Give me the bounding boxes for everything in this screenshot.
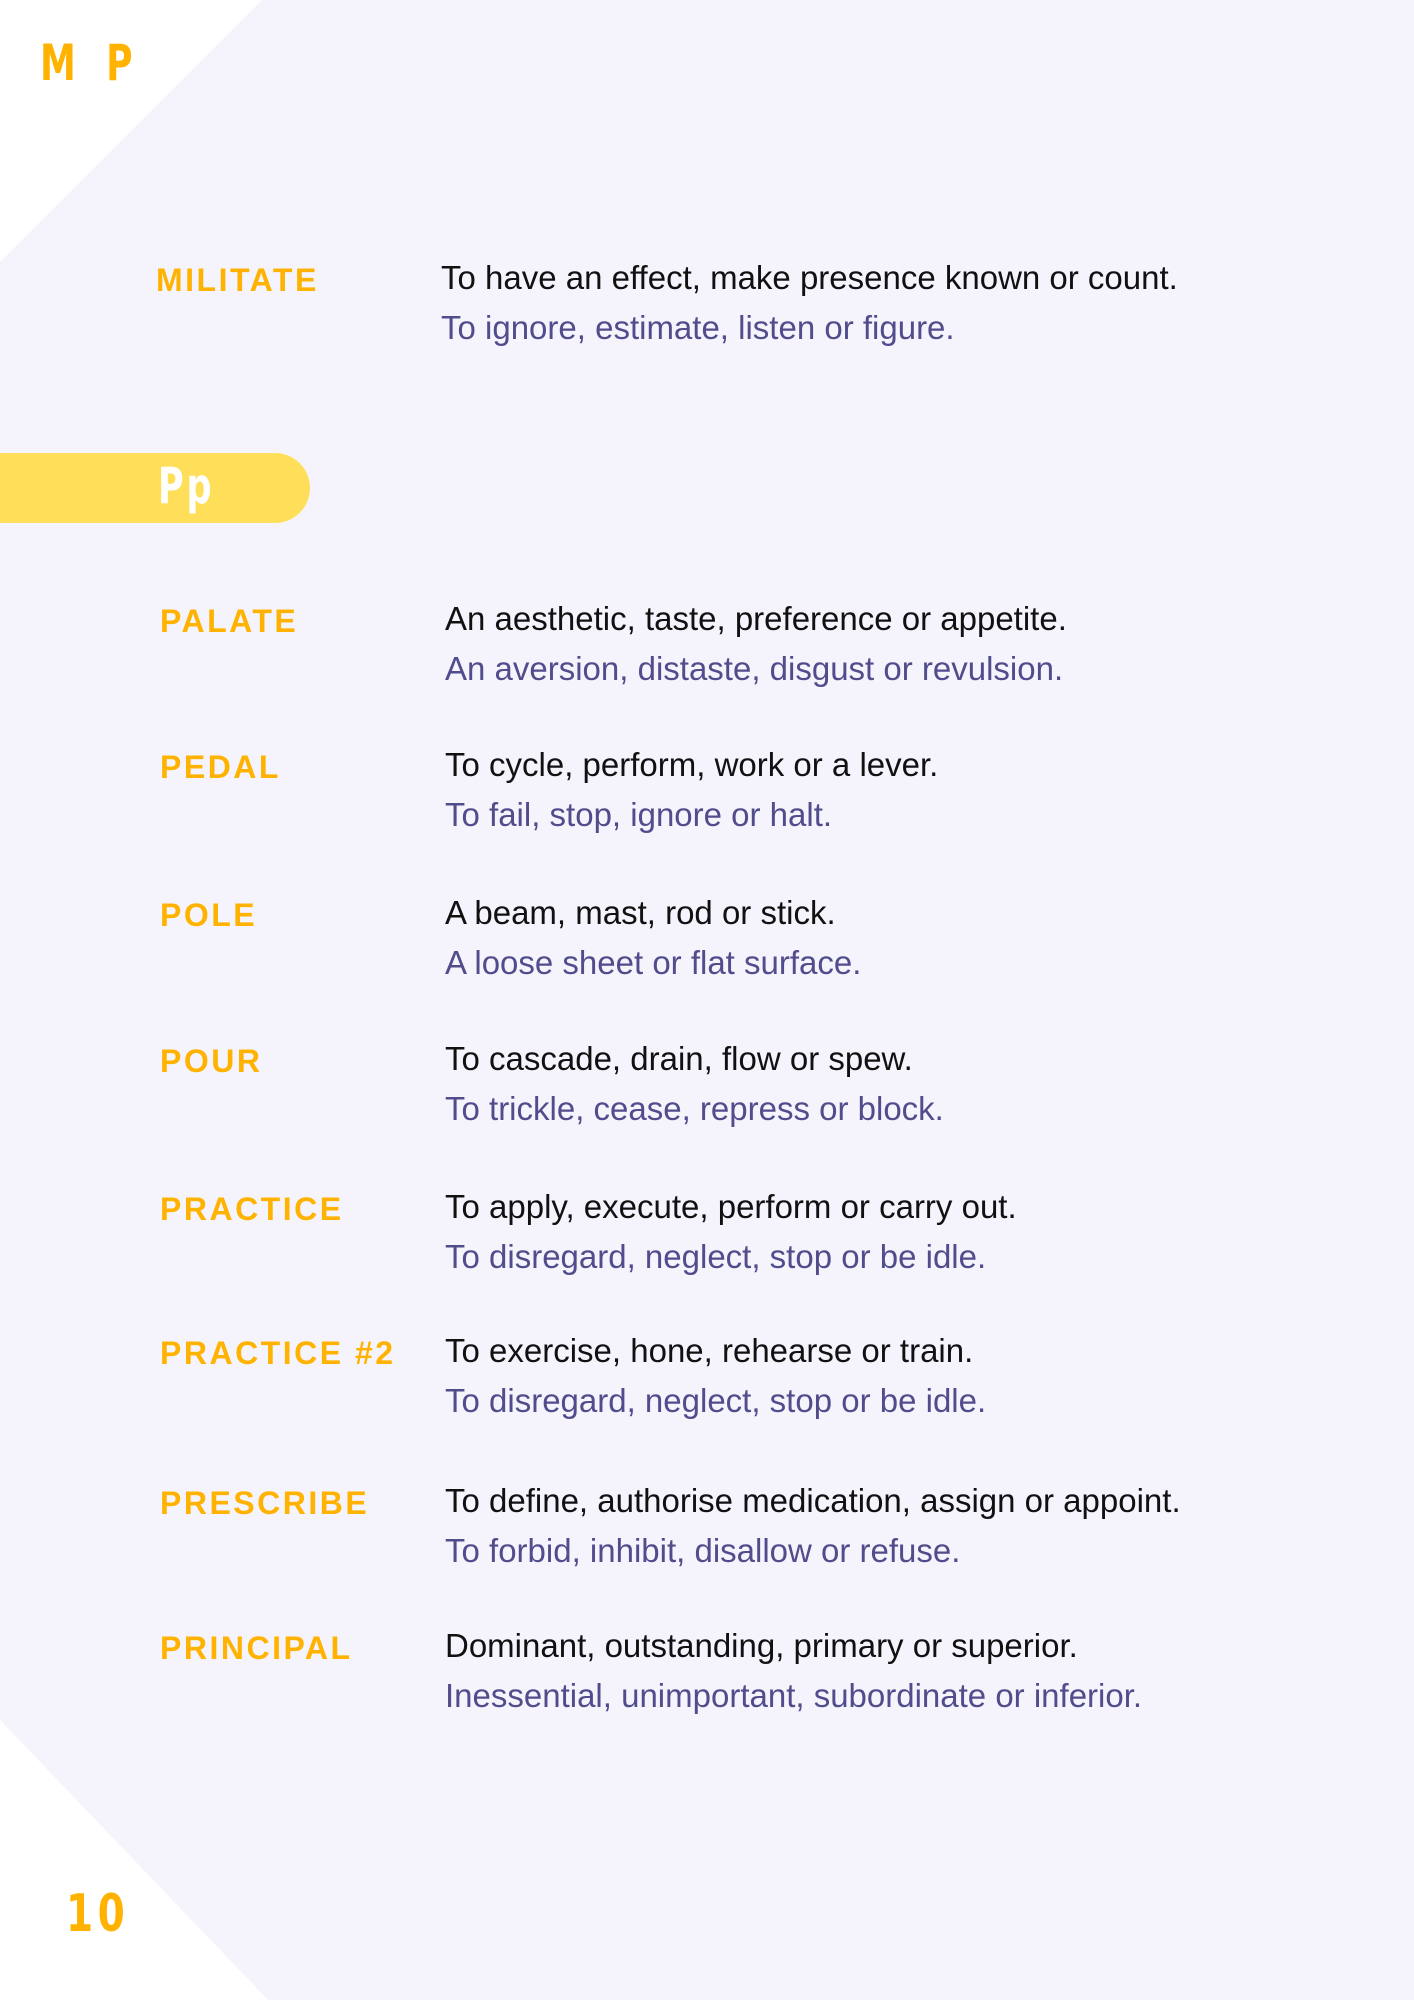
entry-word: POUR [160, 1043, 263, 1079]
entry-positive-definition: Dominant, outstanding, primary or superior. [445, 1627, 1078, 1664]
entry-negative-definition: Inessential, unimportant, subordinate or inferior. [445, 1677, 1143, 1714]
section-letter: Pp [158, 457, 215, 515]
entry-word: PRESCRIBE [160, 1485, 370, 1521]
entry-positive-definition: A beam, mast, rod or stick. [445, 894, 836, 931]
entry-word: PRACTICE [160, 1191, 344, 1227]
entry-negative-definition: To trickle, cease, repress or block. [445, 1090, 944, 1127]
page-number: 10 [66, 1884, 130, 1944]
entry-positive-definition: To have an effect, make presence known or count. [441, 259, 1178, 296]
entry-negative-definition: To disregard, neglect, stop or be idle. [445, 1382, 987, 1419]
entry-word: POLE [160, 897, 258, 933]
entry-word: PALATE [160, 603, 299, 639]
entry-negative-definition: A loose sheet or flat surface. [445, 944, 862, 981]
entry-word: MILITATE [156, 262, 319, 298]
entry-word: PRACTICE #2 [160, 1335, 396, 1371]
entry-negative-definition: To fail, stop, ignore or halt. [445, 796, 833, 833]
entry-negative-definition: An aversion, distaste, disgust or revulsion. [445, 650, 1064, 687]
entry-negative-definition: To forbid, inhibit, disallow or refuse. [445, 1532, 961, 1569]
header-letters [40, 34, 134, 92]
section-header-pill [0, 453, 310, 523]
entry-positive-definition: To exercise, hone, rehearse or train. [445, 1332, 974, 1369]
entry-negative-definition: To disregard, neglect, stop or be idle. [445, 1238, 987, 1275]
entry-word: PRINCIPAL [160, 1630, 353, 1666]
entry-positive-definition: An aesthetic, taste, preference or appetite. [445, 600, 1067, 637]
entry-word: PEDAL [160, 749, 281, 785]
entry-positive-definition: To cycle, perform, work or a lever. [445, 746, 939, 783]
entry-positive-definition: To cascade, drain, flow or spew. [445, 1040, 913, 1077]
header-letter-p: P [106, 34, 134, 92]
entry-negative-definition: To ignore, estimate, listen or figure. [441, 309, 955, 346]
entry-positive-definition: To define, authorise medication, assign or appoint. [445, 1482, 1181, 1519]
header-letter-m: M [40, 34, 78, 92]
entry-positive-definition: To apply, execute, perform or carry out. [445, 1188, 1017, 1225]
